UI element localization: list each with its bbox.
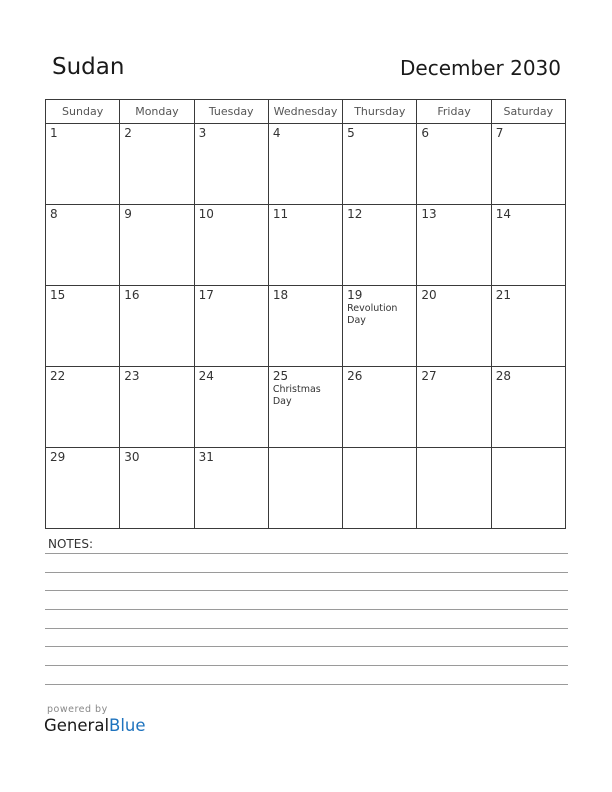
day-cell xyxy=(343,448,417,529)
powered-by-text: powered by xyxy=(47,704,108,715)
day-number: 7 xyxy=(495,126,504,140)
day-number: 2 xyxy=(124,126,132,140)
day-cell xyxy=(120,124,194,205)
day-number: 28 xyxy=(495,369,511,383)
day-cell xyxy=(268,286,342,367)
day-cell xyxy=(194,448,268,529)
day-number: 23 xyxy=(124,369,140,383)
day-number: 6 xyxy=(421,126,430,140)
day-number: 27 xyxy=(421,369,437,383)
calendar-body xyxy=(46,124,566,529)
day-cell xyxy=(120,448,194,529)
day-number: 26 xyxy=(347,369,363,383)
day-number: 25 xyxy=(272,369,289,383)
generalblue-logo xyxy=(44,716,146,735)
holiday-label: Revolution Day xyxy=(347,303,398,326)
day-cell xyxy=(120,205,194,286)
day-number: 9 xyxy=(124,207,132,221)
day-number: 4 xyxy=(272,126,281,140)
day-cell xyxy=(194,286,268,367)
day-number: 17 xyxy=(198,288,214,302)
day-cell xyxy=(46,448,120,529)
holiday-label: Christmas Day xyxy=(272,384,321,407)
day-cell xyxy=(120,286,194,367)
month-year-title: December 2030 xyxy=(400,56,561,80)
day-cell xyxy=(194,124,268,205)
day-number: 14 xyxy=(495,207,511,221)
day-cell xyxy=(343,367,417,448)
day-cell xyxy=(268,367,342,448)
day-cell xyxy=(491,124,565,205)
day-cell xyxy=(46,205,120,286)
day-number: 21 xyxy=(495,288,511,302)
brand-general: General xyxy=(44,716,110,735)
day-number: 1 xyxy=(50,126,58,140)
day-cell xyxy=(268,205,342,286)
weekday-header: Wednesday xyxy=(268,100,342,124)
note-line xyxy=(45,628,568,629)
day-number: 24 xyxy=(198,369,214,383)
day-number: 20 xyxy=(421,288,437,302)
day-number: 18 xyxy=(272,288,289,302)
day-number: 12 xyxy=(347,207,363,221)
day-number: 16 xyxy=(124,288,140,302)
day-cell xyxy=(343,124,417,205)
day-cell xyxy=(343,286,417,367)
weekday-header: Sunday xyxy=(46,100,120,124)
weekday-header: Saturday xyxy=(491,100,565,124)
day-number: 15 xyxy=(50,288,66,302)
day-number: 13 xyxy=(421,207,437,221)
day-cell xyxy=(194,205,268,286)
weekday-header-row xyxy=(46,100,566,124)
day-cell xyxy=(417,367,491,448)
note-line xyxy=(45,553,568,554)
day-number: 8 xyxy=(50,207,58,221)
note-line xyxy=(45,609,568,610)
weekday-header: Monday xyxy=(120,100,194,124)
weekday-header: Tuesday xyxy=(194,100,268,124)
day-number: 11 xyxy=(272,207,289,221)
day-cell xyxy=(343,205,417,286)
day-cell xyxy=(417,448,491,529)
day-number: 29 xyxy=(50,450,66,464)
note-line xyxy=(45,646,568,647)
day-number: 10 xyxy=(198,207,214,221)
week-row xyxy=(46,448,566,529)
day-number: 5 xyxy=(347,126,355,140)
calendar-grid xyxy=(45,99,566,529)
day-cell xyxy=(491,205,565,286)
day-cell xyxy=(268,124,342,205)
day-number: 22 xyxy=(50,369,66,383)
week-row xyxy=(46,367,566,448)
note-line xyxy=(45,684,568,685)
note-line xyxy=(45,590,568,591)
day-cell xyxy=(268,448,342,529)
note-line xyxy=(45,665,568,666)
week-row xyxy=(46,286,566,367)
country-title: Sudan xyxy=(52,54,125,80)
day-cell xyxy=(46,367,120,448)
day-number: 31 xyxy=(198,450,214,464)
day-number: 19 xyxy=(347,288,363,302)
day-cell xyxy=(491,448,565,529)
day-number: 30 xyxy=(124,450,140,464)
day-cell xyxy=(46,286,120,367)
week-row xyxy=(46,205,566,286)
weekday-header: Thursday xyxy=(343,100,417,124)
day-cell xyxy=(491,286,565,367)
day-cell xyxy=(194,367,268,448)
note-line xyxy=(45,572,568,573)
day-cell xyxy=(417,205,491,286)
day-cell xyxy=(46,124,120,205)
day-number: 3 xyxy=(198,126,207,140)
week-row xyxy=(46,124,566,205)
day-cell xyxy=(491,367,565,448)
day-cell xyxy=(417,124,491,205)
brand-blue: Blue xyxy=(109,716,146,735)
weekday-header: Friday xyxy=(417,100,491,124)
notes-label: NOTES: xyxy=(48,537,93,551)
day-cell xyxy=(417,286,491,367)
day-cell xyxy=(120,367,194,448)
